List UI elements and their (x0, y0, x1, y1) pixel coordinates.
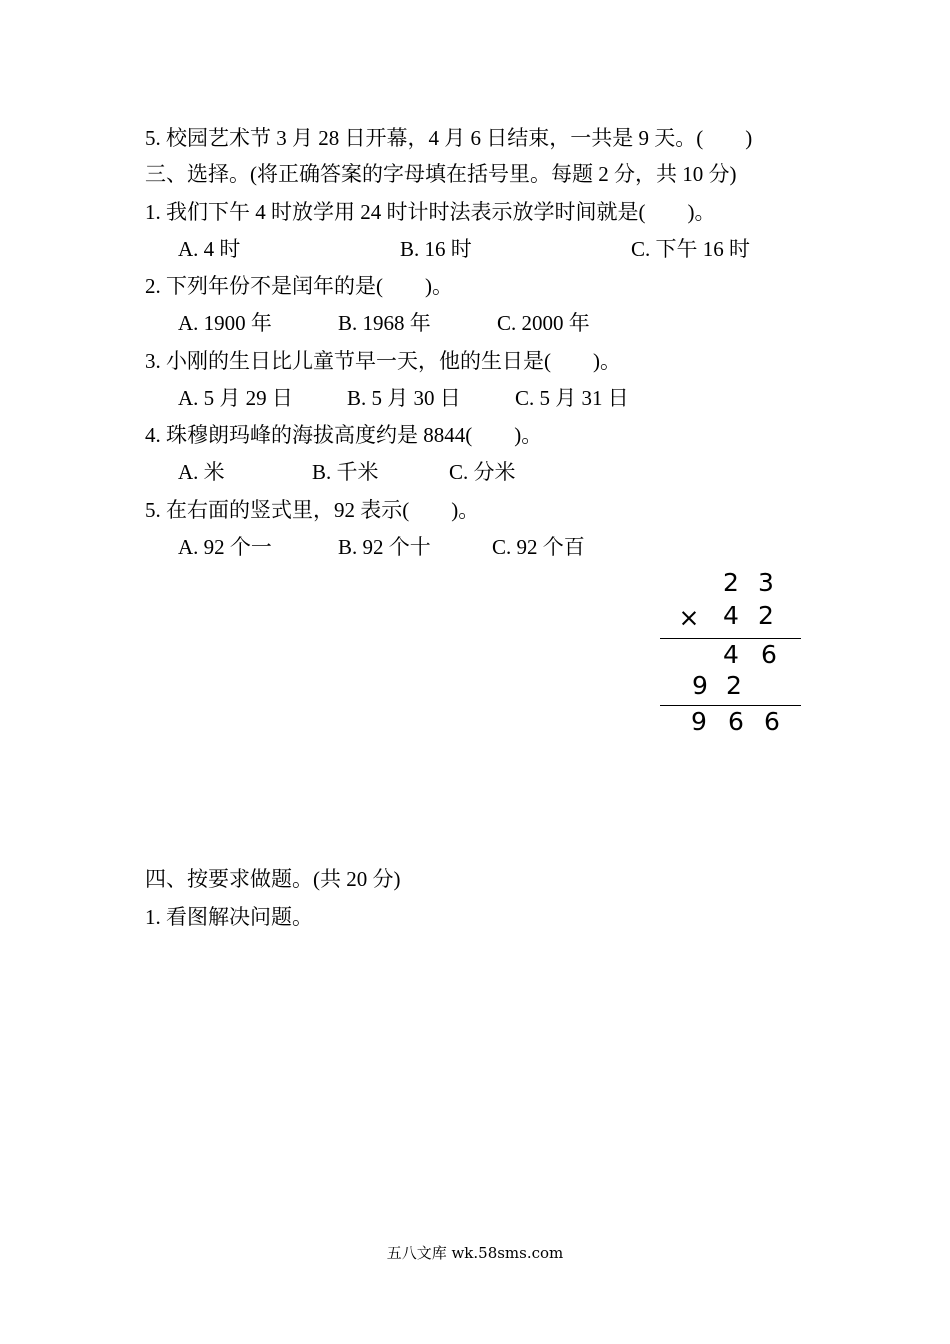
q3-option-b: B. 5 月 30 日 (347, 386, 461, 410)
q3-option-a: A. 5 月 29 日 (178, 386, 293, 410)
digit: 2 (726, 671, 742, 700)
vertical-multiplication (655, 565, 805, 745)
choice-question-3: 3. 小刚的生日比儿童节早一天，他的生日是( )。 (145, 349, 621, 373)
digit: 6 (764, 707, 780, 736)
choice-question-2: 2. 下列年份不是闰年的是( )。 (145, 274, 453, 298)
q2-option-c: C. 2000 年 (497, 311, 590, 335)
digit: 9 (691, 707, 707, 736)
q5-option-a: A. 92 个一 (178, 535, 272, 559)
section-4-heading: 四、按要求做题。(共 20 分) (145, 867, 401, 891)
q5-option-b: B. 92 个十 (338, 535, 431, 559)
calc-rule-2 (660, 705, 801, 706)
q1-option-b: B. 16 时 (400, 237, 472, 261)
footer-watermark: 五八文库 wk.58sms.com (386, 1244, 564, 1262)
q5-option-c: C. 92 个百 (492, 535, 585, 559)
digit: 4 (723, 601, 739, 630)
q2-option-a: A. 1900 年 (178, 311, 272, 335)
q4-option-c: C. 分米 (449, 460, 516, 484)
q4-option-b: B. 千米 (312, 460, 379, 484)
choice-question-5: 5. 在右面的竖式里，92 表示( )。 (145, 498, 480, 522)
digit: 2 (758, 601, 774, 630)
digit: 6 (728, 707, 744, 736)
calc-rule-1 (660, 638, 801, 639)
q2-option-b: B. 1968 年 (338, 311, 431, 335)
choice-question-4: 4. 珠穆朗玛峰的海拔高度约是 8844( )。 (145, 423, 543, 447)
digit: 6 (761, 640, 777, 669)
q1-option-a: A. 4 时 (178, 237, 241, 261)
q4-option-a: A. 米 (178, 460, 225, 484)
digit: 3 (758, 568, 774, 597)
section-3-heading: 三、选择。(将正确答案的字母填在括号里。每题 2 分，共 10 分) (145, 162, 737, 186)
q3-option-c: C. 5 月 31 日 (515, 386, 629, 410)
times-sign: × (678, 603, 700, 632)
digit: 2 (723, 568, 739, 597)
judge-question-5: 5. 校园艺术节 3 月 28 日开幕，4 月 6 日结束，一共是 9 天。( ) (145, 126, 753, 150)
q1-option-c: C. 下午 16 时 (631, 237, 751, 261)
digit: 9 (692, 671, 708, 700)
choice-question-1: 1. 我们下午 4 时放学用 24 时计时法表示放学时间就是( )。 (145, 200, 716, 224)
digit: 4 (723, 640, 739, 669)
problem-1-prompt: 1. 看图解决问题。 (145, 905, 313, 929)
